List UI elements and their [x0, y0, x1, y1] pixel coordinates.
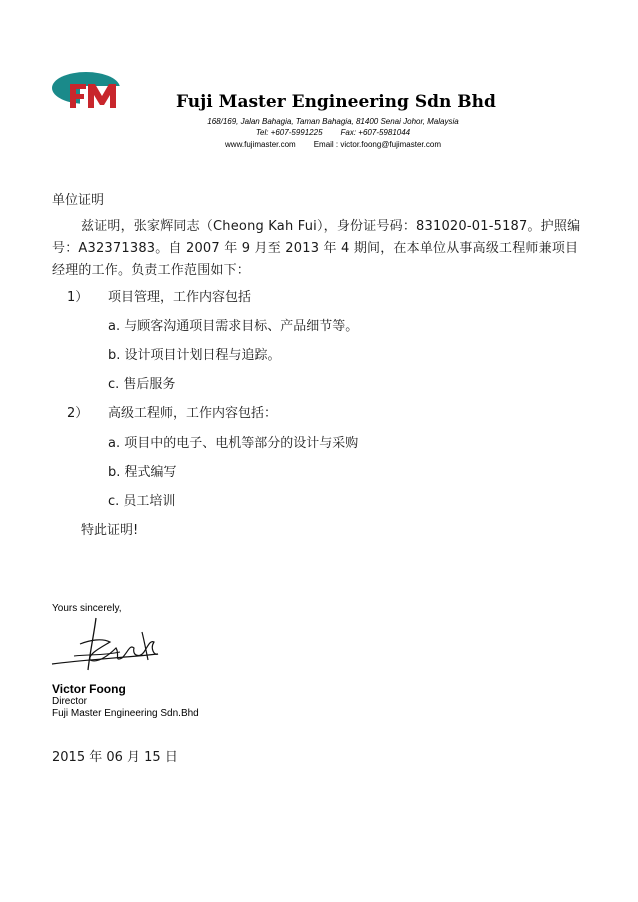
- company-name: Fuji Master Engineering Sdn Bhd: [176, 92, 496, 112]
- company-phone-fax: [0, 128, 638, 137]
- company-logo: [52, 70, 124, 110]
- company-web-email: [0, 140, 638, 149]
- list-item: a. 与顾客沟通项目需求目标、产品细节等。: [108, 319, 359, 334]
- sign-off: Yours sincerely,: [52, 603, 122, 614]
- signature-image: [50, 614, 162, 674]
- section-number: 1）: [67, 290, 89, 305]
- list-item: b. 程式编写: [108, 465, 177, 480]
- list-item: b. 设计项目计划日程与追踪。: [108, 348, 281, 363]
- signer-name: Victor Foong: [52, 682, 126, 696]
- section-title: 高级工程师，工作内容包括：: [108, 406, 278, 421]
- section-number: 2）: [67, 406, 89, 421]
- list-item: a. 项目中的电子、电机等部分的设计与采购: [108, 436, 359, 451]
- signer-company: Fuji Master Engineering Sdn.Bhd: [52, 708, 199, 719]
- company-address: 168/169, Jalan Bahagia, Taman Bahagia, 81400 Senai Johor, Malaysia: [207, 117, 459, 126]
- section-title: 项目管理，工作内容包括: [108, 290, 252, 305]
- list-item: c. 售后服务: [108, 377, 176, 392]
- company-tel: Tel: +607-5991225: [255, 128, 323, 137]
- signer-title: Director: [52, 696, 88, 707]
- company-fax: Fax: +607-5981044: [340, 128, 411, 137]
- letter-body: 兹证明，张家辉同志（Cheong Kah Fui），身份证号码：831020-01-5187。护照编号：A32371383。自 2007 年 9 月至 2013 年 4 期间，在本单位从事高级工程师兼项目经理的工作。负责工作范围如下：: [52, 219, 581, 278]
- company-website[interactable]: www.fujimaster.com: [225, 140, 296, 149]
- letter-date: 2015 年 06 月 15 日: [52, 750, 178, 765]
- list-item: c. 员工培训: [108, 494, 176, 509]
- closing-remark: 特此证明!: [81, 523, 139, 538]
- company-email[interactable]: Email : victor.foong@fujimaster.com: [313, 140, 441, 149]
- letter-heading: 单位证明: [52, 193, 105, 208]
